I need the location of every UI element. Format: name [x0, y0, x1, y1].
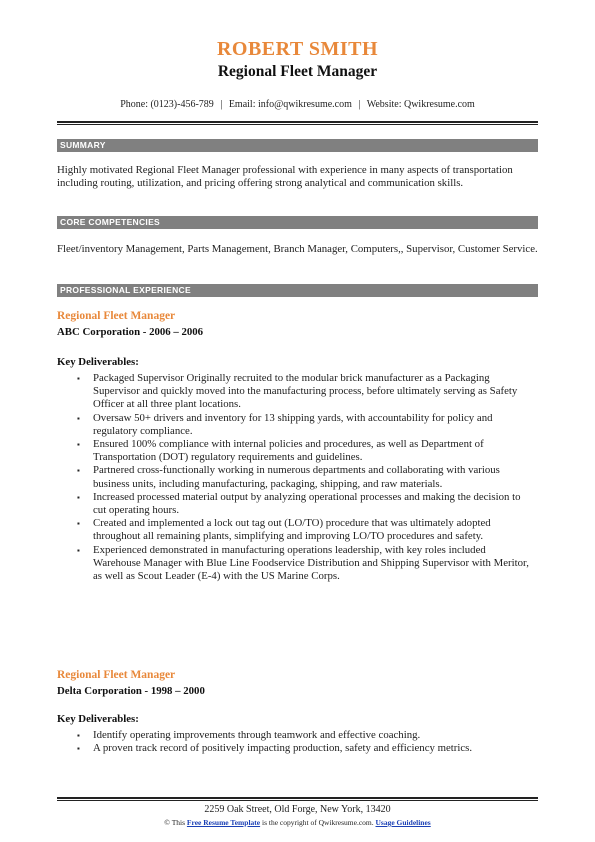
contact-phone: Phone: (0123)-456-789 — [120, 99, 214, 110]
summary-text: Highly motivated Regional Fleet Manager professional with experience in many aspects of transportation including routing, utilization, and pricing offering strong analytical and communication skills. — [57, 164, 513, 190]
bullet-text: Packaged Supervisor Originally recruited to the modular brick manufacturer as a Packaging Supervisor and quickly moved into the manufacturing process, before ultimately serving as Safety Officer at all three plant locations. — [93, 372, 518, 411]
bullet-text: Oversaw 50+ drivers and inventory for 13 shipping yards, with accountability for policy and regulatory compliance. — [93, 411, 493, 437]
candidate-title: Regional Fleet Manager — [217, 63, 378, 80]
job-company: Delta Corporation - 1998 – 2000 — [57, 685, 205, 697]
contact-separator: | — [358, 99, 361, 110]
footer-divider — [57, 797, 538, 801]
experience-heading: PROFESSIONAL EXPERIENCE — [57, 284, 538, 297]
bullet-icon: ▪ — [77, 545, 80, 555]
footer-address: 2259 Oak Street, Old Forge, New York, 13420 — [204, 804, 391, 815]
bullet-text: Increased processed material output by analyzing operational processes and making the decision to cut operating hours. — [93, 490, 521, 517]
bullet-text: Experienced demonstrated in manufacturing operations leadership, with key roles included Warehouse Manager with Blue Line Foodservice Distribution and Shipping Supervisor with Meritor, as well as Scout Leader (E-4) with the US Marine Corps. — [93, 543, 529, 583]
bullet-text: A proven track record of positively impacting production, safety and efficiency metrics. — [93, 742, 473, 755]
key-deliverables-label: Key Deliverables: — [57, 713, 139, 725]
list-item — [75, 544, 535, 584]
summary-heading: SUMMARY — [57, 139, 538, 152]
bullet-icon: ▪ — [77, 374, 80, 383]
list-item — [75, 464, 535, 490]
header-divider — [57, 121, 538, 125]
competencies-heading: CORE COMPETENCIES — [57, 216, 538, 229]
bullet-text: Created and implemented a lock out tag out (LO/TO) procedure that was ultimately adopted throughout all remaining plants, simplifying and improving LO/TO procedures and safety. — [93, 517, 491, 543]
bullet-text: Identify operating improvements through teamwork and effective coaching. — [93, 729, 421, 741]
footer-copyright — [0, 818, 595, 827]
list-item — [75, 438, 535, 464]
job-bullet-list — [75, 729, 535, 755]
job-role: Regional Fleet Manager — [57, 310, 176, 322]
bullet-icon: ▪ — [77, 492, 80, 502]
list-item — [75, 729, 535, 742]
bullet-icon: ▪ — [77, 413, 80, 423]
contact-email: Email: info@qwikresume.com — [228, 99, 352, 110]
contact-website: Website: Qwikresume.com — [366, 99, 475, 110]
list-item — [75, 491, 535, 517]
bullet-icon: ▪ — [77, 440, 80, 450]
candidate-name: ROBERT SMITH — [216, 38, 379, 60]
copyright-prefix: © This — [164, 818, 186, 827]
bullet-text: Partnered cross-functionally working in numerous departments and collaborating with various business units, including manufacturing, packaging, shipping, and raw materials. — [93, 464, 500, 490]
contact-line — [0, 99, 595, 110]
job-role: Regional Fleet Manager — [57, 669, 176, 681]
bullet-text: Ensured 100% compliance with internal policies and procedures, as well as Department of Transportation (DOT) regulatory requirements and guidelines. — [93, 438, 484, 464]
job-company: ABC Corporation - 2006 – 2006 — [57, 326, 204, 338]
bullet-icon: ▪ — [77, 519, 80, 529]
usage-guidelines-link[interactable]: Usage Guidelines — [375, 818, 431, 827]
free-resume-template-link[interactable]: Free Resume Template — [186, 818, 261, 827]
bullet-icon: ▪ — [77, 744, 80, 754]
list-item — [75, 742, 535, 755]
list-item — [75, 412, 535, 438]
bullet-icon: ▪ — [77, 466, 80, 476]
competencies-text: Fleet/inventory Management, Parts Management, Branch Manager, Computers,, Supervisor, Customer Service. — [57, 243, 538, 255]
list-item — [75, 517, 535, 543]
contact-separator: | — [220, 99, 223, 110]
job-bullet-list — [75, 372, 535, 583]
list-item — [75, 372, 535, 412]
copyright-middle: is the copyright of Qwikresume.com. — [261, 818, 374, 827]
key-deliverables-label: Key Deliverables: — [57, 356, 139, 368]
bullet-icon: ▪ — [77, 731, 80, 740]
